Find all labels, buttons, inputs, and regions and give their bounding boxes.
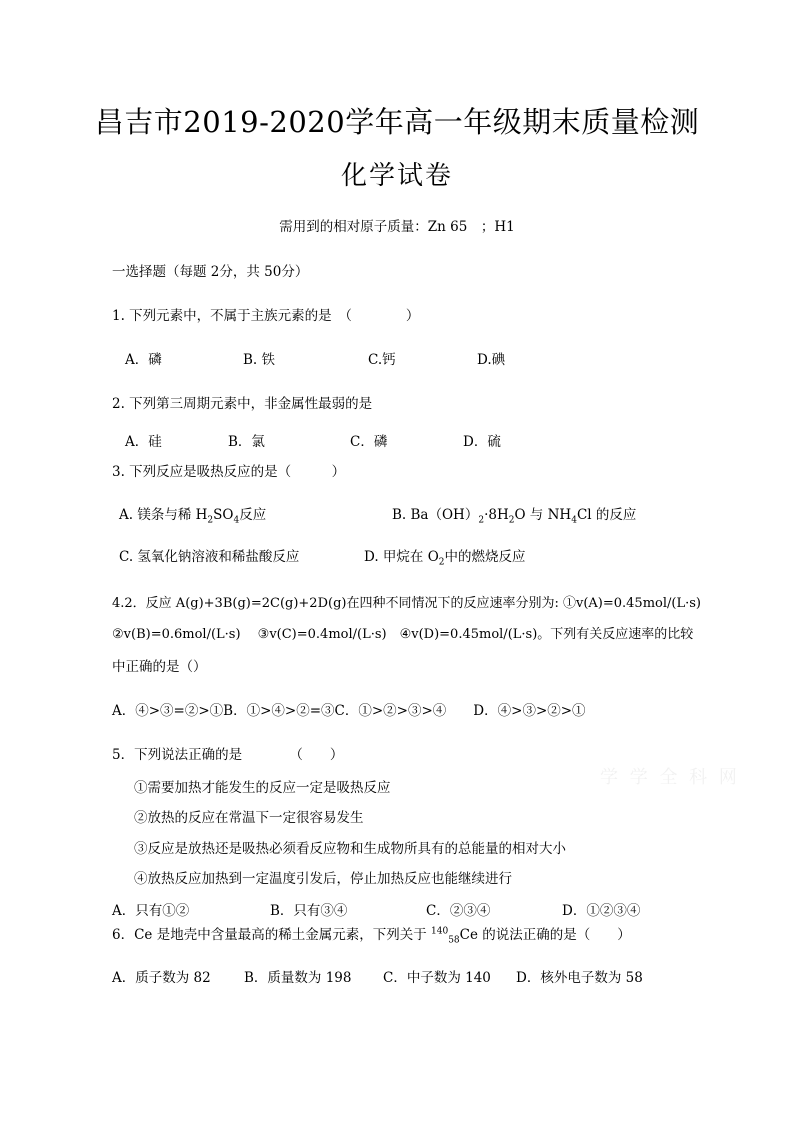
question-3-option-d: D. 甲烷在 $O_2$中的燃烧反应	[364, 549, 526, 568]
question-5-option-b: B．只有③④	[270, 903, 348, 919]
question-2-option-d: D．硫	[463, 434, 501, 450]
question-5-option-d: D．①②③④	[562, 903, 641, 919]
atomic-mass-note: 需用到的相对原子质量：Zn 65 ；H1	[279, 219, 515, 235]
question-4-line-2: ②v(B)=0.6mol/(L·s) ③v(C)=0.4mol/(L·s) ④v(D)=0.45mol/(L·s)。下列有关反应速率的比较	[112, 627, 694, 642]
question-1-option-b: B. 铁	[243, 352, 276, 368]
question-1-option-c: C.钙	[368, 352, 396, 368]
question-5-statement-2: ②放热的反应在常温下一定很容易发生	[134, 810, 364, 826]
question-3-option-c: C. 氢氧化钠溶液和稀盐酸反应	[119, 549, 300, 565]
question-6-option-d: D．核外电子数为 58	[516, 970, 643, 986]
cerium-atomic-number: 58	[448, 935, 460, 946]
exam-title: 昌吉市2019-2020学年高一年级期末质量检测	[94, 105, 700, 139]
watermark: 学 学 全 科 网	[600, 767, 740, 788]
cerium-mass-number: 140	[431, 926, 449, 937]
question-1-option-a: A．磷	[125, 352, 162, 368]
question-5-option-c: C．②③④	[426, 903, 491, 919]
question-3-option-a: A. 镁条与稀 $H_2SO_4$反应	[119, 507, 267, 526]
question-4-line-3: 中正确的是（）	[112, 659, 207, 675]
question-2-option-c: C．磷	[350, 434, 388, 450]
question-2-stem: 2. 下列第三周期元素中，非金属性最弱的是	[112, 396, 373, 412]
question-1-stem: 1. 下列元素中，不属于主族元素的是 （ ）	[112, 308, 420, 324]
question-5-statement-3: ③反应是放热还是吸热必须看反应物和生成物所具有的总能量的相对大小	[134, 841, 566, 857]
question-2-option-b: B．氯	[228, 434, 265, 450]
question-5-statement-4: ④放热反应加热到一定温度引发后，停止加热反应也能继续进行	[134, 871, 512, 887]
question-6-stem: 6．Ce 是地壳中含量最高的稀土金属元素，下列关于 $^{140}_{58}$Ce 的说法正确的是（ ）	[112, 926, 631, 946]
question-4-options: A．④>③=②>①B．①>④>②=③C．①>②>③>④ D．④>③>②>①	[112, 703, 586, 719]
question-6-option-c: C．中子数为 140	[383, 970, 491, 986]
question-1-option-d: D.碘	[477, 352, 506, 368]
question-3-stem: 3. 下列反应是吸热反应的是（ ）	[112, 464, 346, 480]
question-4-line-1: 4.2．反应 A(g)+3B(g)=2C(g)+2D(g)在四种不同情况下的反应速率分别为: ①v(A)=0.45mol/(L·s)	[112, 596, 701, 611]
question-6-option-b: B．质量数为 198	[244, 970, 352, 986]
question-5-statement-1: ①需要加热才能发生的反应一定是吸热反应	[134, 780, 391, 796]
question-5-option-a: A．只有①②	[112, 903, 190, 919]
section-heading: 一选择题（每题 2分，共 50分）	[112, 264, 309, 280]
question-3-option-b: B. $Ba(OH)_2\cdot 8H_2O$ 与 $NH_4Cl$ 的反应	[392, 507, 637, 526]
question-2-option-a: A．硅	[125, 434, 162, 450]
question-5-stem: 5．下列说法正确的是 （ ）	[112, 747, 344, 763]
question-6-option-a: A．质子数为 82	[112, 970, 211, 986]
exam-subtitle: 化学试卷	[340, 161, 453, 191]
